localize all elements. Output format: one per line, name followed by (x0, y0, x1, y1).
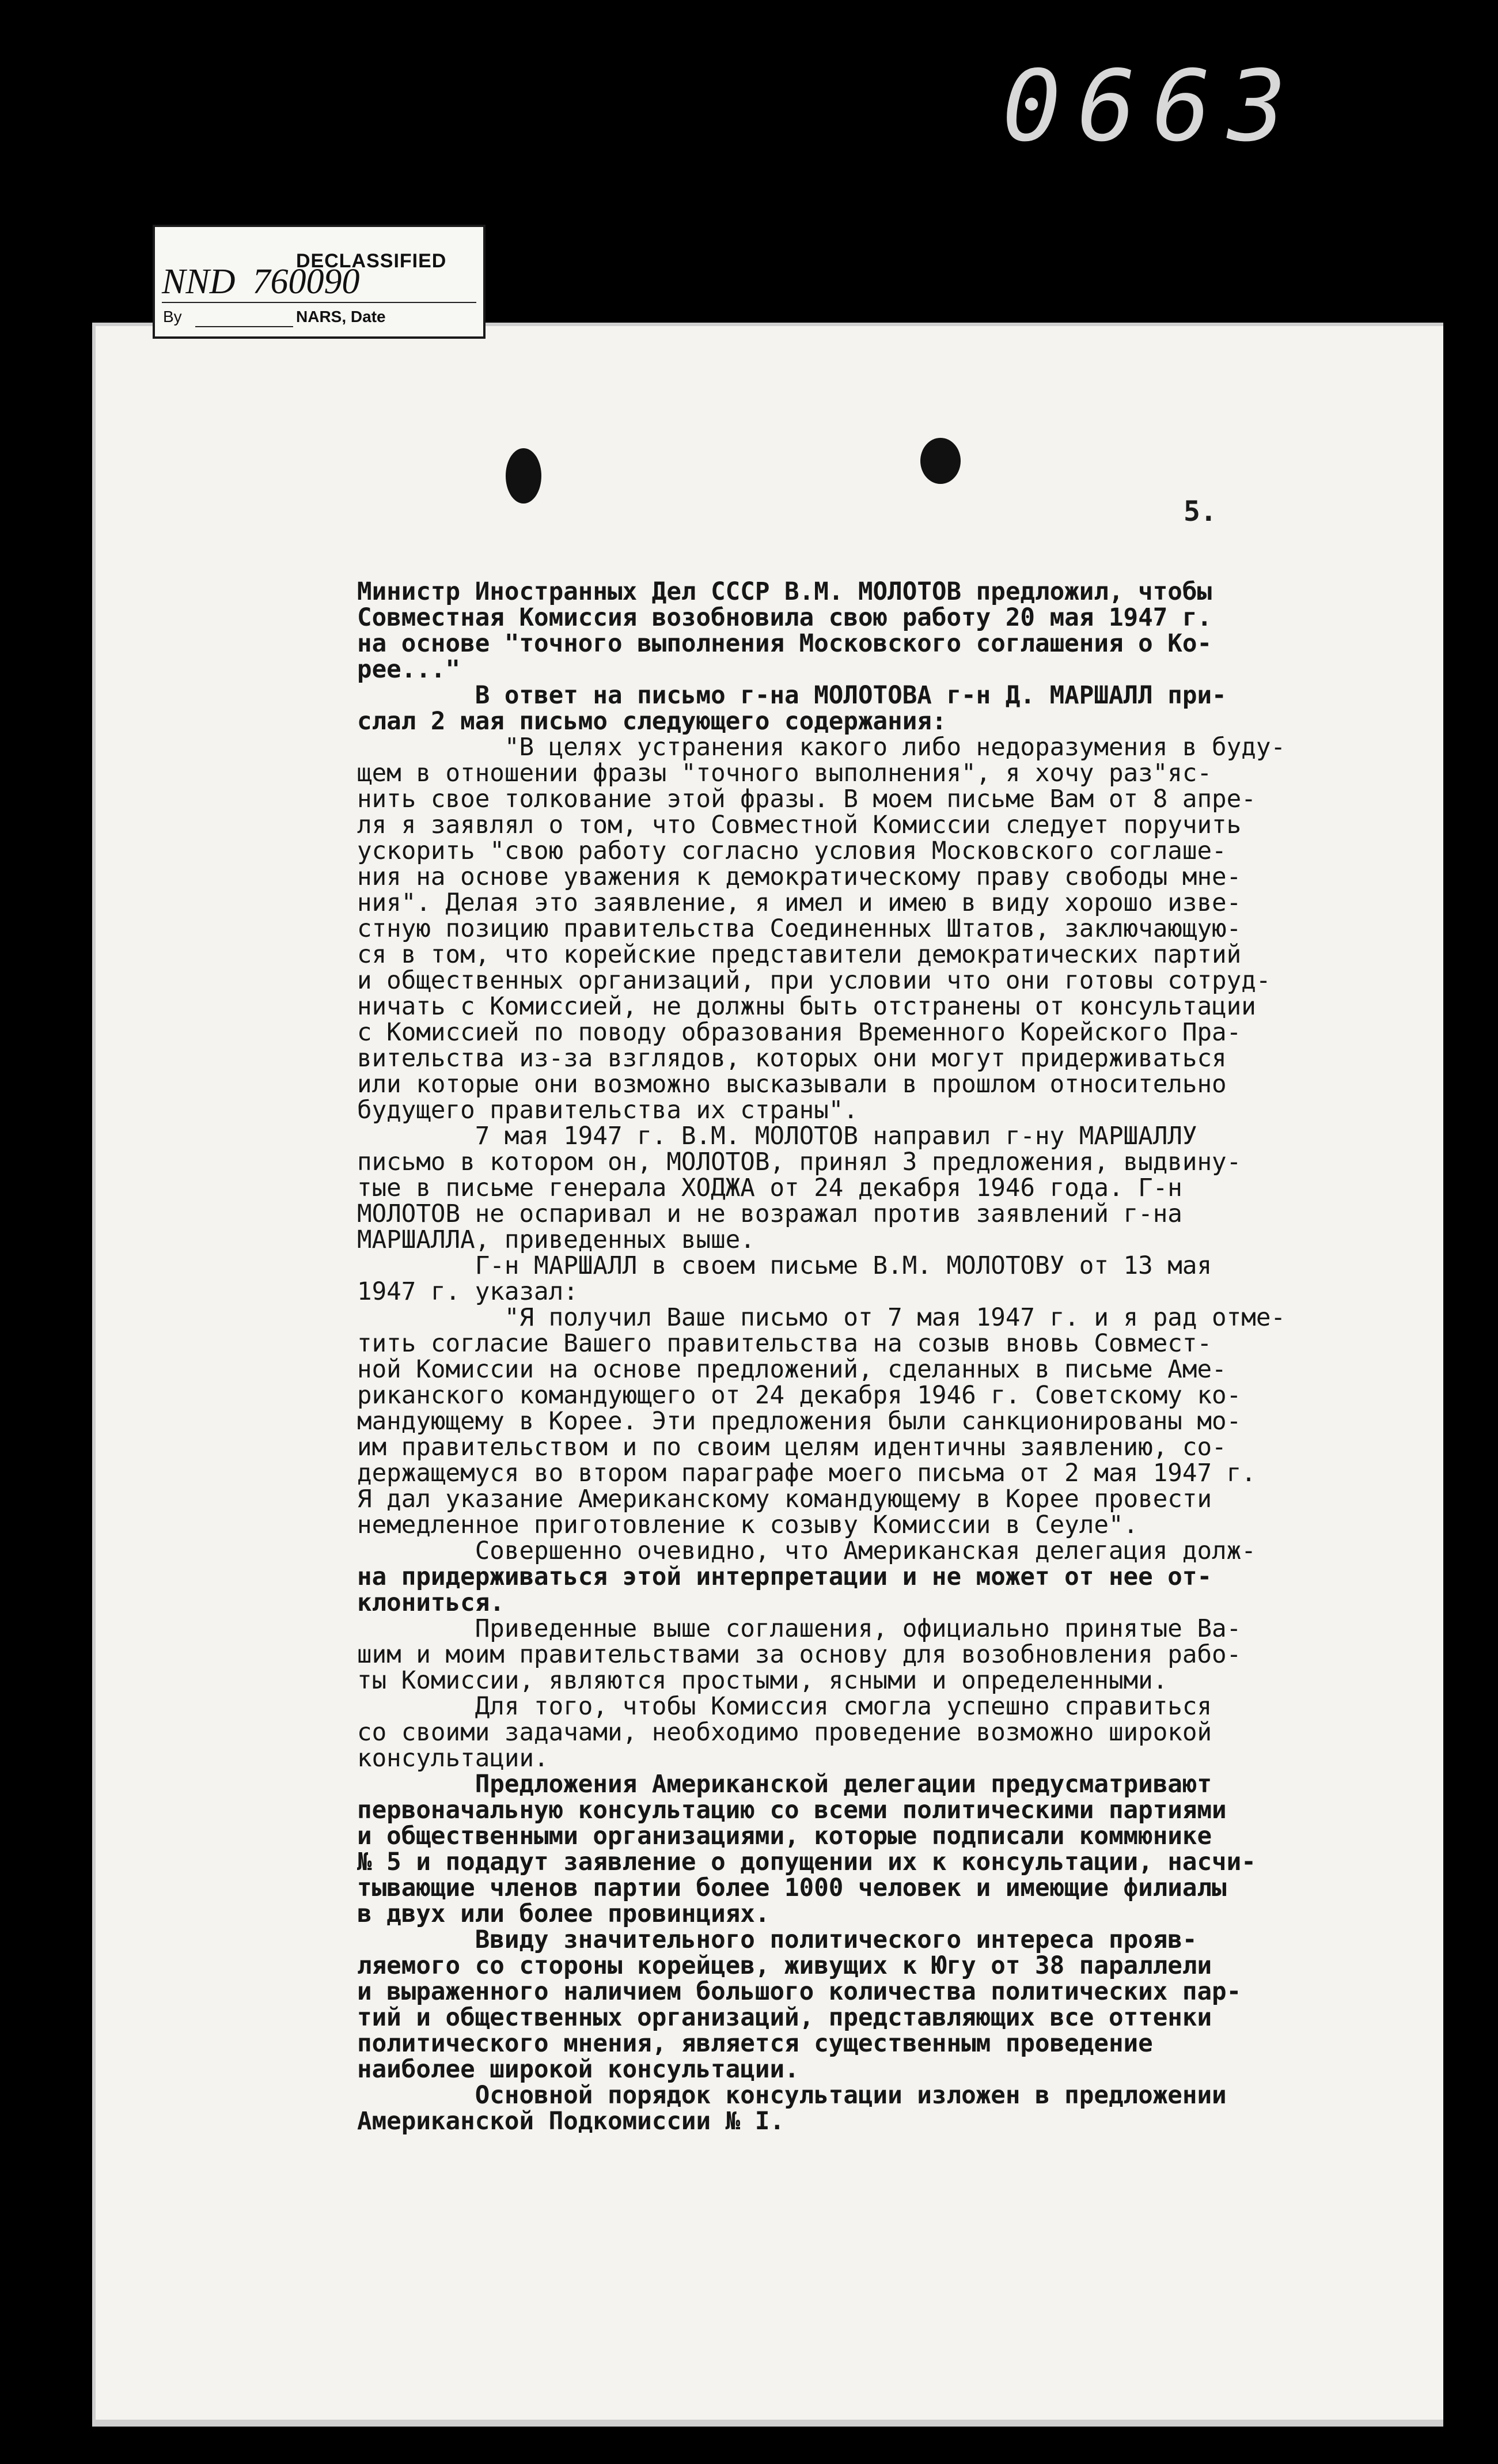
punch-hole (506, 448, 541, 504)
text-line: ускорить "свою работу согласно условия Московского соглаше- (357, 837, 1227, 865)
stamp-by-label: By (163, 308, 182, 325)
text-line: и общественных организаций, при условии что они готовы сотруд- (357, 967, 1271, 995)
text-line: Для того, чтобы Комиссия смогла успешно справиться (357, 1693, 1212, 1721)
stamp-authority (162, 262, 473, 302)
text-line: Министр Иностранных Дел СССР В.М. МОЛОТОВ предложил, чтобы (357, 578, 1212, 606)
text-line: письмо в котором он, МОЛОТОВ, принял 3 предложения, выдвину- (357, 1148, 1242, 1176)
text-line: риканского командующего от 24 декабря 1946 г. Советскому ко- (357, 1381, 1242, 1410)
text-line: 1947 г. указал: (357, 1278, 578, 1306)
text-line: ты Комиссии, являются простыми, ясными и определенными. (357, 1667, 1168, 1695)
page-number: 5. (1184, 495, 1217, 528)
text-line: Приведенные выше соглашения, официально принятые Ва- (357, 1615, 1242, 1643)
text-line: консультации. (357, 1744, 549, 1773)
text-line: тий и общественных организаций, представляющих все оттенки (357, 2004, 1212, 2032)
page-edge (92, 2420, 1443, 2427)
stamp-title: DECLASSIFIED (296, 250, 447, 272)
text-line: на придерживаться этой интерпретации и не может от нее от- (357, 1563, 1212, 1591)
frame-number: 0663 (1002, 50, 1303, 164)
document-body (357, 579, 1336, 2134)
text-line: Американской Подкомиссии № I. (357, 2107, 785, 2136)
text-line: нить свое толкование этой фразы. В моем письме Вам от 8 апре- (357, 785, 1256, 813)
text-line: мандующему в Корее. Эти предложения были санкционированы мо- (357, 1407, 1242, 1436)
text-line: шим и моим правительствами за основу для возобновления рабо- (357, 1641, 1242, 1669)
text-line: рее..." (357, 656, 461, 684)
text-line: и общественными организациями, которые подписали коммюнике (357, 1822, 1212, 1850)
text-line: со своими задачами, необходимо проведение возможно широкой (357, 1719, 1212, 1747)
text-line: держащемуся во втором параграфе моего письма от 2 мая 1947 г. (357, 1459, 1256, 1488)
text-line: Предложения Американской делегации предусматривают (357, 1770, 1212, 1799)
stamp-authority-prefix: NND (162, 262, 236, 301)
text-line: Основной порядок консультации изложен в предложении (357, 2081, 1227, 2110)
text-line: в двух или более провинциях. (357, 1900, 770, 1928)
text-line: В ответ на письмо г-на МОЛОТОВА г-н Д. МАРШАЛЛ при- (357, 682, 1227, 710)
text-line: ся в том, что корейские представители демократических партий (357, 941, 1242, 969)
text-line: Ввиду значительного политического интереса прояв- (357, 1926, 1197, 1954)
text-line: 7 мая 1947 г. В.М. МОЛОТОВ направил г-ну МАРШАЛЛУ (357, 1122, 1197, 1150)
text-line: первоначальную консультацию со всеми политическими партиями (357, 1796, 1227, 1825)
text-line: щем в отношении фразы "точного выполнения", я хочу раз"яс- (357, 759, 1212, 788)
text-line: клониться. (357, 1589, 505, 1617)
declassified-stamp (153, 225, 486, 339)
text-line: слал 2 мая письмо следующего содержания: (357, 707, 947, 736)
text-line: тывающие членов партии более 1000 человек и имеющие филиалы (357, 1874, 1227, 1902)
text-line: немедленное приготовление к созыву Комиссии в Сеуле". (357, 1511, 1139, 1539)
text-line: ляемого со стороны корейцев, живущих к Югу от 38 параллели (357, 1952, 1212, 1980)
stamp-authority-number: 760090 (252, 262, 360, 301)
text-line: Совместная Комиссия возобновила свою работу 20 мая 1947 г. (357, 604, 1212, 632)
text-line: "В целях устранения какого либо недоразумения в буду- (357, 733, 1285, 762)
text-line: Совершенно очевидно, что Американская делегация долж- (357, 1537, 1256, 1565)
text-line: ля я заявлял о том, что Совместной Комиссии следует поручить (357, 811, 1242, 839)
text-line: № 5 и подадут заявление о допущении их к консультации, насчи- (357, 1848, 1256, 1876)
text-line: стную позицию правительства Соединенных Штатов, заключающую- (357, 915, 1242, 943)
text-line: МАРШАЛЛА, приведенных выше. (357, 1226, 755, 1254)
text-line: тые в письме генерала ХОДЖА от 24 декабря 1946 года. Г-н (357, 1174, 1182, 1202)
text-line: наиболее широкой консультации. (357, 2056, 799, 2084)
text-line: ничать с Комиссией, не должны быть отстранены от консультации (357, 993, 1256, 1021)
text-line: ния на основе уважения к демократическому праву свободы мне- (357, 863, 1242, 891)
text-line: Г-н МАРШАЛЛ в своем письме В.М. МОЛОТОВУ от 13 мая (357, 1252, 1212, 1280)
text-line: политического мнения, является существенным проведение (357, 2030, 1153, 2058)
text-line: и выраженного наличием большого количества политических пар- (357, 1978, 1242, 2006)
text-line: Я дал указание Американскому командующему в Корее провести (357, 1485, 1212, 1513)
text-line: ной Комиссии на основе предложений, сделанных в письме Аме- (357, 1356, 1227, 1384)
stamp-divider (162, 302, 476, 303)
text-line: будущего правительства их страны". (357, 1096, 858, 1125)
punch-hole (920, 438, 961, 484)
text-line: тить согласие Вашего правительства на созыв вновь Совмест- (357, 1330, 1212, 1358)
text-line: на основе "точного выполнения Московского соглашения о Ко- (357, 630, 1212, 658)
text-line: "Я получил Ваше письмо от 7 мая 1947 г. и я рад отме- (357, 1304, 1285, 1332)
text-line: ния". Делая это заявление, я имел и имею в виду хорошо изве- (357, 889, 1242, 917)
text-line: им правительством и по своим целям идентичны заявлению, со- (357, 1433, 1227, 1462)
stamp-by-line (195, 326, 293, 327)
text-line: или которые они возможно высказывали в прошлом относительно (357, 1070, 1227, 1099)
stamp-nars-label: NARS, Date (296, 308, 386, 325)
text-line: с Комиссией по поводу образования Временного Корейского Пра- (357, 1019, 1242, 1047)
text-line: МОЛОТОВ не оспаривал и не возражал против заявлений г-на (357, 1200, 1182, 1228)
text-line: вительства из-за взглядов, которых они могут придерживаться (357, 1044, 1227, 1073)
